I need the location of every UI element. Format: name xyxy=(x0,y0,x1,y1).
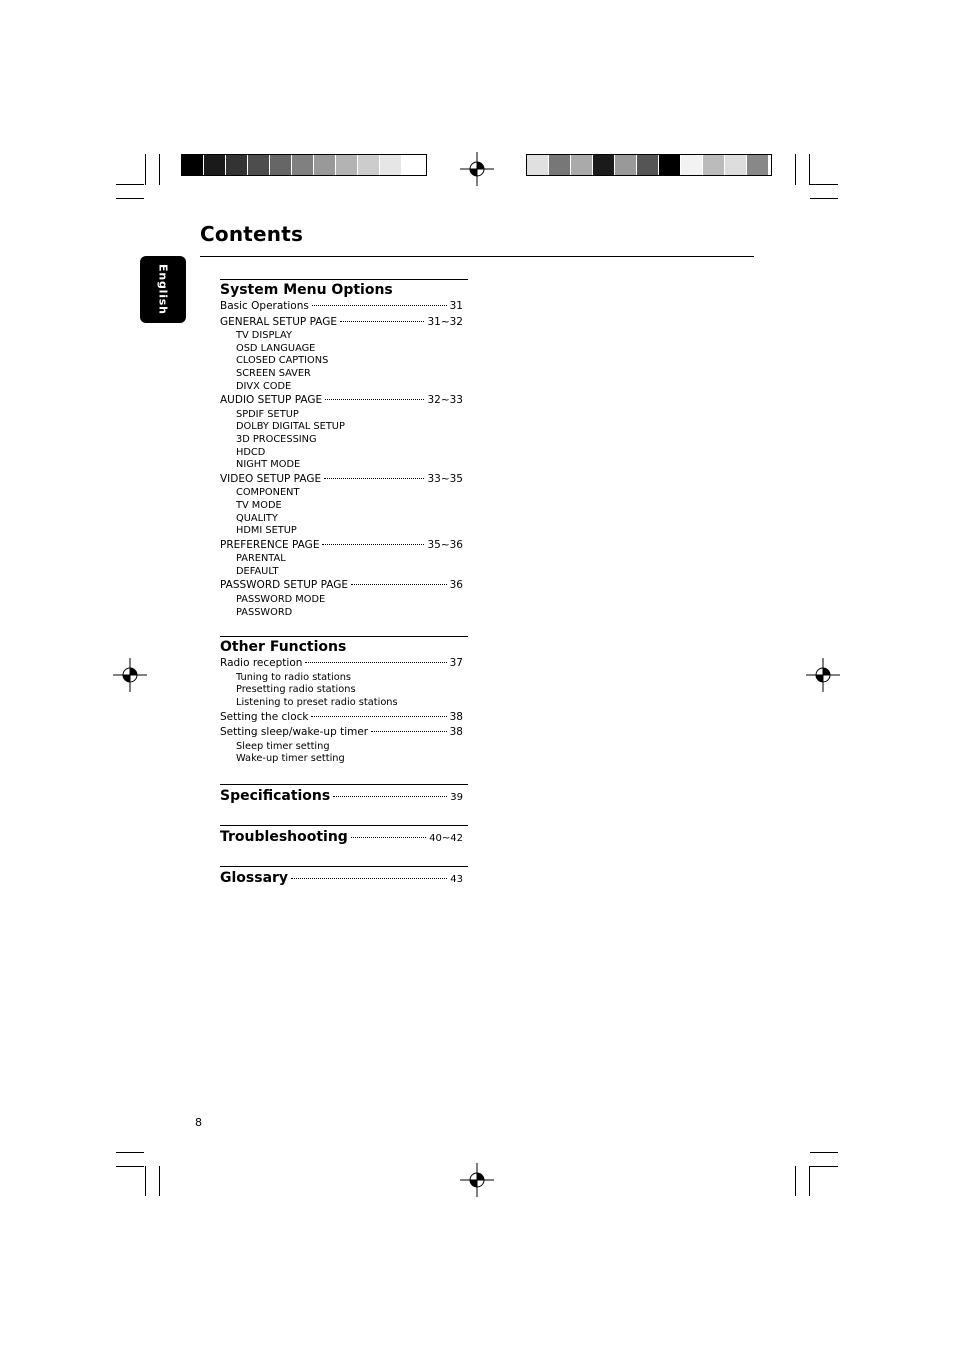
dot-leader xyxy=(291,878,447,879)
entry-label: GENERAL SETUP PAGE xyxy=(220,315,337,328)
color-swatch xyxy=(402,155,424,175)
toc-entry xyxy=(220,315,468,331)
color-swatch xyxy=(226,155,248,175)
sub-entry: DEFAULT xyxy=(236,565,279,577)
crop-mark xyxy=(116,184,144,185)
toc-major-entry xyxy=(220,867,468,890)
entry-page: 37 xyxy=(449,657,463,670)
dot-leader xyxy=(371,731,447,732)
sub-entry: NIGHT MODE xyxy=(236,459,301,471)
entry-page: 32~33 xyxy=(427,394,463,407)
registration-mark-icon xyxy=(460,1163,494,1197)
dot-leader xyxy=(311,716,446,717)
crop-mark xyxy=(795,1166,796,1196)
color-swatch xyxy=(571,155,593,175)
toc-entry xyxy=(220,710,468,726)
toc-section xyxy=(220,279,468,619)
sub-entry: PASSWORD xyxy=(236,606,293,618)
dot-leader xyxy=(333,796,447,797)
entry-label: Setting the clock xyxy=(220,710,309,723)
title-divider xyxy=(200,256,754,257)
entry-label: AUDIO SETUP PAGE xyxy=(220,394,323,407)
sub-entry: CLOSED CAPTIONS xyxy=(236,355,329,367)
sub-entry: HDMI SETUP xyxy=(236,525,297,537)
sub-entry: OSD LANGUAGE xyxy=(236,342,316,354)
crop-mark xyxy=(145,154,146,185)
crop-mark xyxy=(810,1152,838,1153)
entry-page: 43 xyxy=(450,874,463,885)
entry-page: 38 xyxy=(449,726,463,739)
toc-section xyxy=(220,784,468,808)
color-swatch xyxy=(681,155,703,175)
dot-leader xyxy=(325,399,424,400)
color-swatch xyxy=(204,155,226,175)
entry-page: 40~42 xyxy=(429,833,463,844)
crop-mark xyxy=(810,198,838,199)
dot-leader xyxy=(324,478,424,479)
sub-entry: COMPONENT xyxy=(236,487,300,499)
color-swatch xyxy=(615,155,637,175)
sub-entry: Wake-up timer setting xyxy=(236,753,345,765)
crop-mark xyxy=(809,1166,810,1196)
registration-mark-icon xyxy=(113,658,147,692)
dot-leader xyxy=(312,305,447,306)
entry-label: VIDEO SETUP PAGE xyxy=(220,472,322,485)
entry-label: Setting sleep/wake-up timer xyxy=(220,726,369,739)
entry-label: Specifications xyxy=(220,788,331,804)
toc-entry xyxy=(220,656,468,672)
toc-major-entry xyxy=(220,826,468,849)
dot-leader xyxy=(340,321,424,322)
sub-entry: Tuning to radio stations xyxy=(236,671,352,683)
color-swatch xyxy=(527,155,549,175)
color-swatch xyxy=(380,155,402,175)
toc-section xyxy=(220,866,468,890)
dot-leader xyxy=(305,662,446,663)
sub-entry: DOLBY DIGITAL SETUP xyxy=(236,421,345,433)
color-swatch xyxy=(314,155,336,175)
entry-page: 38 xyxy=(449,710,463,723)
sub-entry: Sleep timer setting xyxy=(236,740,330,752)
entry-page: 36 xyxy=(449,579,463,592)
sub-entry: PARENTAL xyxy=(236,553,286,565)
crop-mark xyxy=(116,1152,144,1153)
entry-page: 31 xyxy=(449,300,463,312)
color-swatch xyxy=(747,155,769,175)
toc-entry xyxy=(220,299,468,315)
sub-entry: TV MODE xyxy=(236,499,282,511)
sub-entry: HDCD xyxy=(236,446,266,458)
toc-entry xyxy=(220,725,468,741)
crop-mark xyxy=(810,1166,838,1167)
sub-entry: Listening to preset radio stations xyxy=(236,697,398,709)
color-swatch xyxy=(549,155,571,175)
crop-mark xyxy=(159,1166,160,1196)
crop-mark xyxy=(809,154,810,185)
crop-mark xyxy=(116,1166,144,1167)
sub-entry: TV DISPLAY xyxy=(236,330,292,342)
sub-entry: SCREEN SAVER xyxy=(236,367,311,379)
entry-page: 39 xyxy=(450,792,463,803)
crop-mark xyxy=(145,1166,146,1196)
toc-entry xyxy=(220,472,468,488)
toc-entry xyxy=(220,578,468,594)
registration-mark-icon xyxy=(460,152,494,186)
color-swatch xyxy=(248,155,270,175)
crop-mark xyxy=(795,154,796,185)
dot-leader xyxy=(351,584,447,585)
sub-entry: Presetting radio stations xyxy=(236,684,356,696)
color-swatch xyxy=(336,155,358,175)
language-tab xyxy=(140,256,186,323)
color-calibration-strip-left xyxy=(181,154,427,176)
entry-label: PREFERENCE PAGE xyxy=(220,538,320,551)
toc-section xyxy=(220,825,468,849)
color-swatch xyxy=(358,155,380,175)
language-tab-label: English xyxy=(156,264,170,315)
section-heading: Other Functions xyxy=(220,639,347,656)
color-swatch xyxy=(270,155,292,175)
color-swatch xyxy=(182,155,204,175)
dot-leader xyxy=(322,544,424,545)
page-number: 8 xyxy=(195,1116,202,1129)
crop-mark xyxy=(116,198,144,199)
section-heading: System Menu Options xyxy=(220,282,393,298)
color-swatch xyxy=(637,155,659,175)
toc-major-entry xyxy=(220,785,468,808)
toc-section xyxy=(220,636,468,766)
crop-mark xyxy=(810,184,838,185)
registration-mark-icon xyxy=(806,658,840,692)
dot-leader xyxy=(351,837,426,838)
entry-page: 31~32 xyxy=(427,315,463,328)
entry-label: Troubleshooting xyxy=(220,829,348,845)
entry-label: Basic Operations xyxy=(220,300,309,312)
entry-label: Glossary xyxy=(220,870,289,886)
sub-entry: DIVX CODE xyxy=(236,380,292,392)
entry-page: 35~36 xyxy=(427,538,463,551)
sub-entry: QUALITY xyxy=(236,512,278,524)
table-of-contents xyxy=(220,279,468,907)
color-swatch xyxy=(703,155,725,175)
color-swatch xyxy=(292,155,314,175)
entry-label: Radio reception xyxy=(220,657,303,670)
sub-entry: SPDIF SETUP xyxy=(236,408,299,420)
color-swatch xyxy=(725,155,747,175)
color-calibration-strip-right xyxy=(526,154,772,176)
entry-page: 33~35 xyxy=(427,472,463,485)
toc-entry xyxy=(220,538,468,554)
crop-mark xyxy=(159,154,160,185)
sub-entry: 3D PROCESSING xyxy=(236,433,317,445)
entry-label: PASSWORD SETUP PAGE xyxy=(220,579,349,592)
page-title: Contents xyxy=(200,222,304,246)
toc-entry xyxy=(220,393,468,409)
color-swatch xyxy=(659,155,681,175)
color-swatch xyxy=(593,155,615,175)
sub-entry: PASSWORD MODE xyxy=(236,594,326,606)
